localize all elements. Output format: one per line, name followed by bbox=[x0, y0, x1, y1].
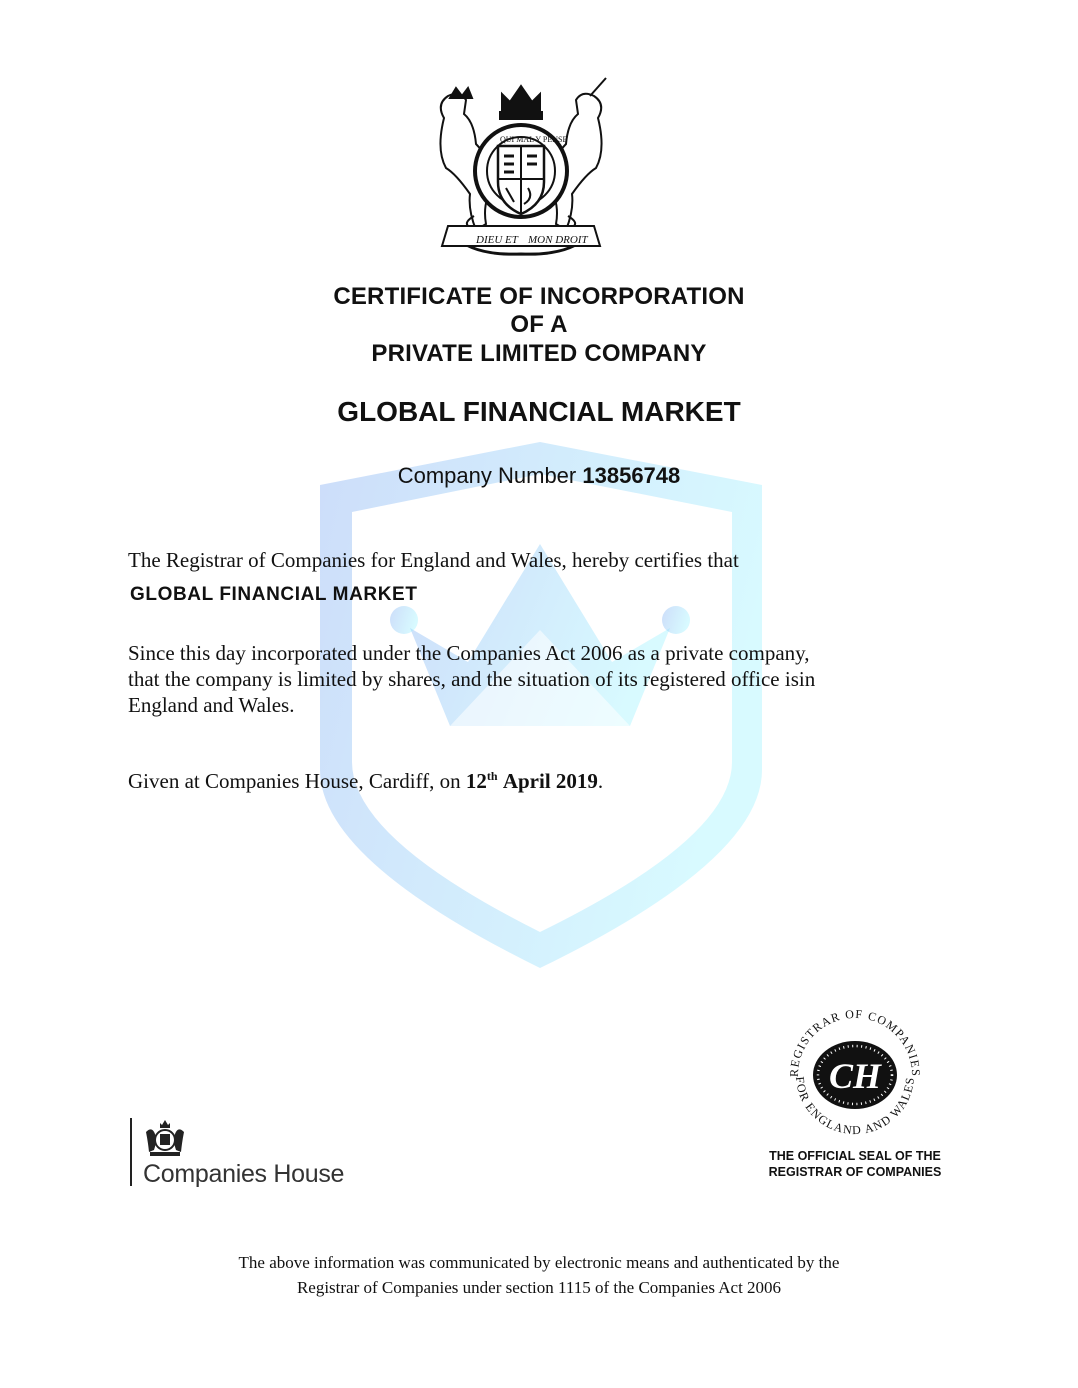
coat-garter-text: QUI MAL Y PENSE bbox=[500, 135, 568, 144]
given-at-text: Given at Companies House, Cardiff, on bbox=[128, 769, 461, 793]
seal-caption-line-2: REGISTRAR OF COMPANIES bbox=[768, 1165, 942, 1179]
seal-monogram: CH bbox=[828, 1056, 882, 1096]
registrar-seal-icon bbox=[782, 1002, 928, 1148]
certificate-title-line-2: OF A bbox=[510, 311, 568, 338]
date-end: . bbox=[597, 769, 604, 793]
footer-line-2: Registrar of Companies under section 1115 of the Companies Act 2006 bbox=[296, 1278, 782, 1297]
footer-line-1: The above information was communicated by electronic means and authenticated by the bbox=[238, 1253, 840, 1272]
crest-icon bbox=[142, 1120, 188, 1158]
footer-authentication-note bbox=[0, 1250, 1078, 1300]
incorporation-paragraph bbox=[128, 640, 908, 718]
given-at-line bbox=[128, 763, 908, 794]
companies-house-logo bbox=[130, 1118, 360, 1190]
date-day: 12 bbox=[465, 769, 487, 793]
incorporation-line-3: England and Wales. bbox=[128, 693, 295, 717]
seal-caption-line-1: THE OFFICIAL SEAL OF THE bbox=[769, 1149, 941, 1163]
coat-motto-right: MON DROIT bbox=[528, 234, 588, 246]
date-suffix: th bbox=[486, 769, 498, 783]
logo-divider bbox=[130, 1118, 132, 1186]
incorporation-line-2: that the company is limited by shares, and the situation of its registered office isin bbox=[128, 667, 816, 691]
company-number-value: 13856748 bbox=[582, 463, 681, 488]
companies-house-name: Companies House bbox=[143, 1160, 345, 1188]
date-month-year: April 2019 bbox=[502, 769, 598, 793]
coat-motto-left: DIEU ET bbox=[476, 234, 518, 246]
seal-ring-bottom-text: FOR ENGLAND AND WALES bbox=[792, 1075, 918, 1138]
seal-caption bbox=[755, 1148, 955, 1180]
incorporation-line-1: Since this day incorporated under the Companies Act 2006 as a private company, bbox=[128, 641, 810, 665]
royal-coat-of-arms-icon bbox=[414, 76, 628, 266]
certified-company-name: GLOBAL FINANCIAL MARKET bbox=[130, 584, 418, 605]
certificate-title-line-3: PRIVATE LIMITED COMPANY bbox=[371, 340, 707, 367]
company-number-line bbox=[0, 463, 1078, 489]
registrar-statement: The Registrar of Companies for England and Wales, hereby certifies that bbox=[128, 548, 739, 572]
seal-ring-top-text: REGISTRAR OF COMPANIES bbox=[786, 1006, 924, 1078]
certificate-title-line-1: CERTIFICATE OF INCORPORATION bbox=[333, 283, 745, 310]
company-number-label: Company Number bbox=[397, 463, 577, 488]
company-name-heading: GLOBAL FINANCIAL MARKET bbox=[337, 396, 741, 427]
